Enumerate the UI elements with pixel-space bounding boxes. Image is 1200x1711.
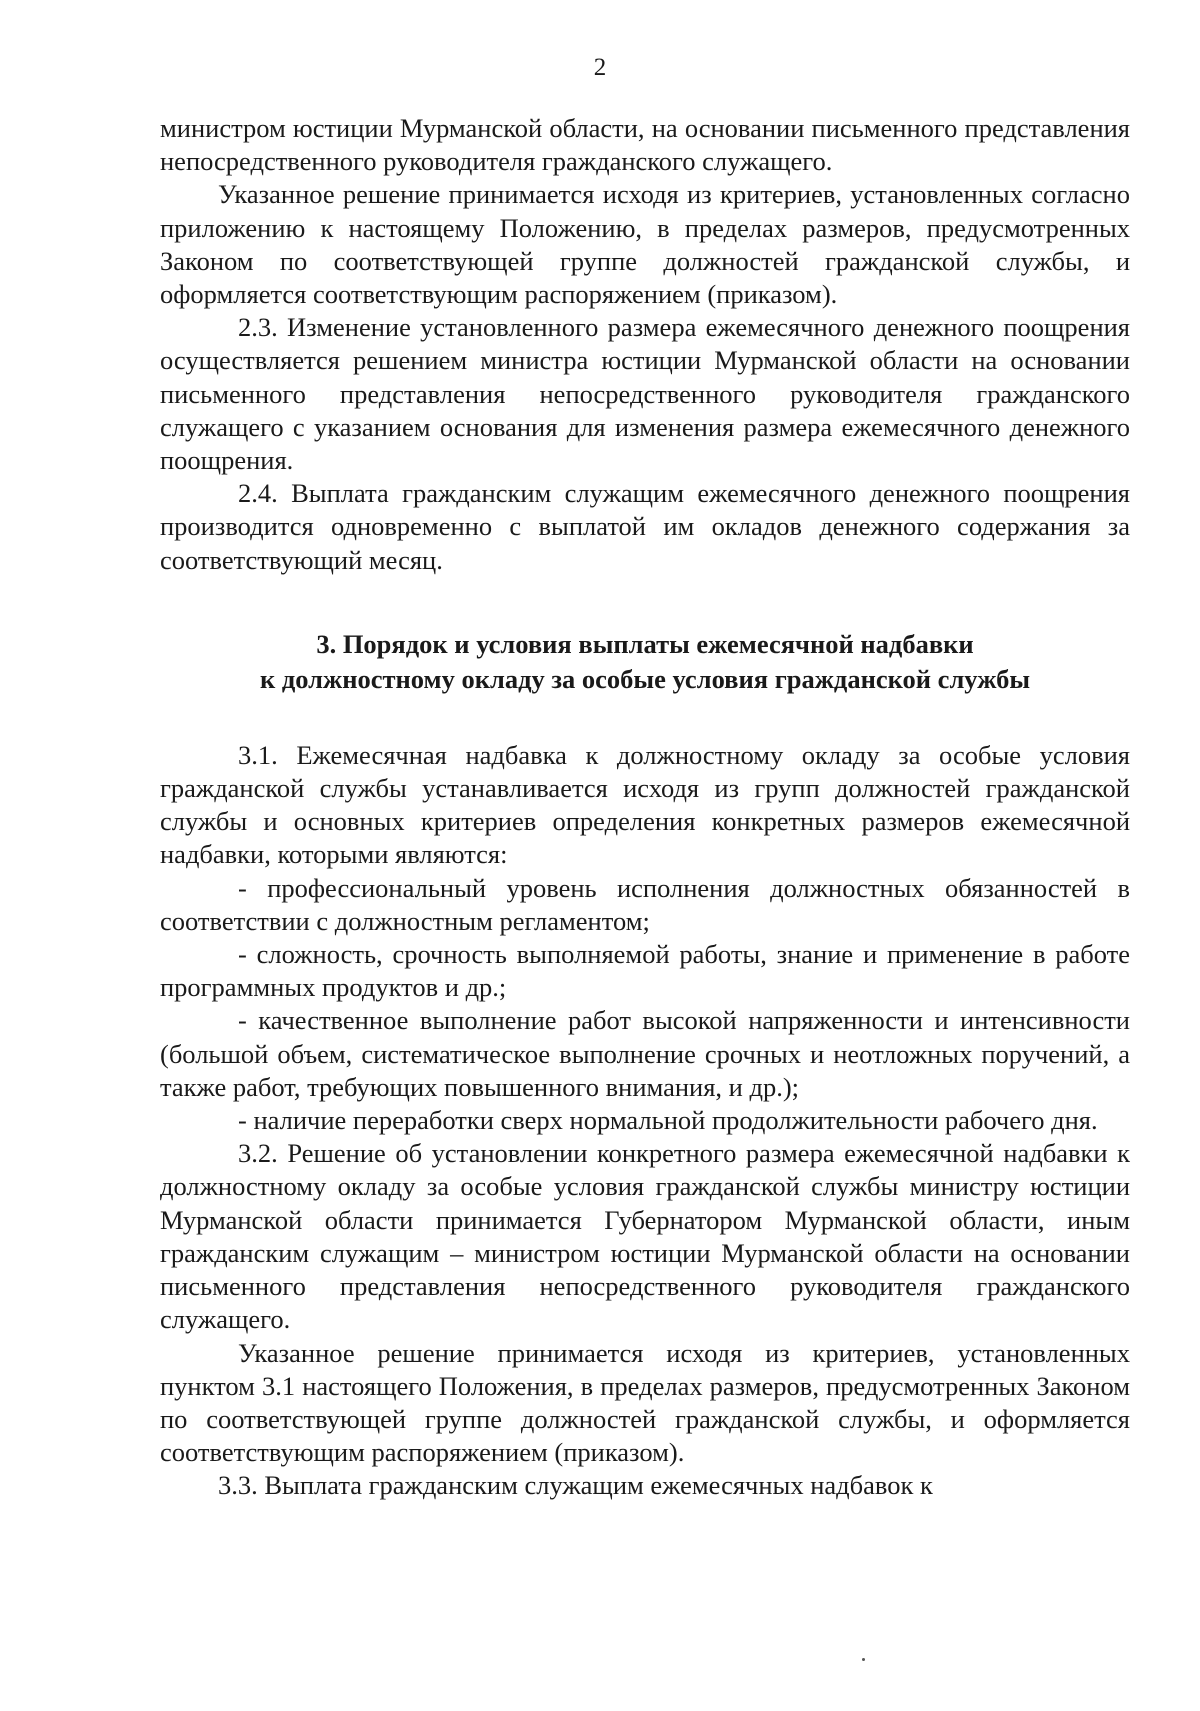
- page-number: 2: [593, 54, 607, 81]
- paragraph-continuation: министром юстиции Мурманской области, на основании письменного представления непосредственного руководителя гражданского служащего.: [160, 113, 1130, 177]
- paragraph-3-3: 3.3. Выплата гражданским служащим ежемесячных надбавок к: [218, 1470, 933, 1501]
- criteria-item-professional-level: - профессиональный уровень исполнения должностных обязанностей в соответствии с должностным регламентом;: [160, 872, 1130, 936]
- criteria-item-complexity: - сложность, срочность выполняемой работы, знание и применение в работе программных продуктов и др.;: [160, 939, 1130, 1003]
- paragraph-2-3: 2.3. Изменение установленного размера ежемесячного денежного поощрения осуществляется решением министра юстиции Мурманской области на основании письменного представления непосредственного руководителя гражданского служащего с указанием основания для изменения размера ежемесячного денежного поощрения.: [160, 312, 1130, 476]
- paragraph-decision: Указанное решение принимается исходя из критериев, установленных согласно приложению к настоящему Положению, в пределах размеров, предусмотренных Законом по соответствующей группе должностей гражданской службы, и оформляется соответствующим распоряжением (приказом).: [160, 179, 1130, 310]
- scan-speck: [862, 1658, 865, 1661]
- document-body: [160, 112, 1130, 1503]
- paragraph-3-1: 3.1. Ежемесячная надбавка к должностному окладу за особые условия гражданской службы устанавливается исходя из групп должностей гражданской службы и основных критериев определения конкретных размеров ежемесячной надбавки, которыми являются:: [160, 739, 1130, 870]
- paragraph-decision-3: Указанное решение принимается исходя из критериев, установленных пунктом 3.1 настоящего Положения, в пределах размеров, предусмотренных Законом по соответствующей группе должностей гражданской службы, и оформляется соответствующим распоряжением (приказом).: [160, 1337, 1130, 1468]
- criteria-item-overtime: - наличие переработки сверх нормальной продолжительности рабочего дня.: [238, 1105, 1098, 1136]
- criteria-item-quality: - качественное выполнение работ высокой напряженности и интенсивности (большой объем, систематическое выполнение срочных и неотложных поручений, а также работ, требующих повышенного внимания, и др.);: [160, 1005, 1130, 1102]
- section-heading-line-2: к должностному окладу за особые условия гражданской службы: [259, 663, 1031, 694]
- section-3-heading: [160, 627, 1130, 697]
- section-heading-line-1: 3. Порядок и условия выплаты ежемесячной надбавки: [316, 628, 974, 659]
- paragraph-2-4: 2.4. Выплата гражданским служащим ежемесячного денежного поощрения производится одновременно с выплатой им окладов денежного содержания за соответствующий месяц.: [160, 478, 1130, 575]
- paragraph-3-2: 3.2. Решение об установлении конкретного размера ежемесячной надбавки к должностному окладу за особые условия гражданской службы министру юстиции Мурманской области принимается Губернатором Мурманской области, иным гражданским служащим – министром юстиции Мурманской области на основании письменного представления непосредственного руководителя гражданского служащего.: [160, 1138, 1130, 1335]
